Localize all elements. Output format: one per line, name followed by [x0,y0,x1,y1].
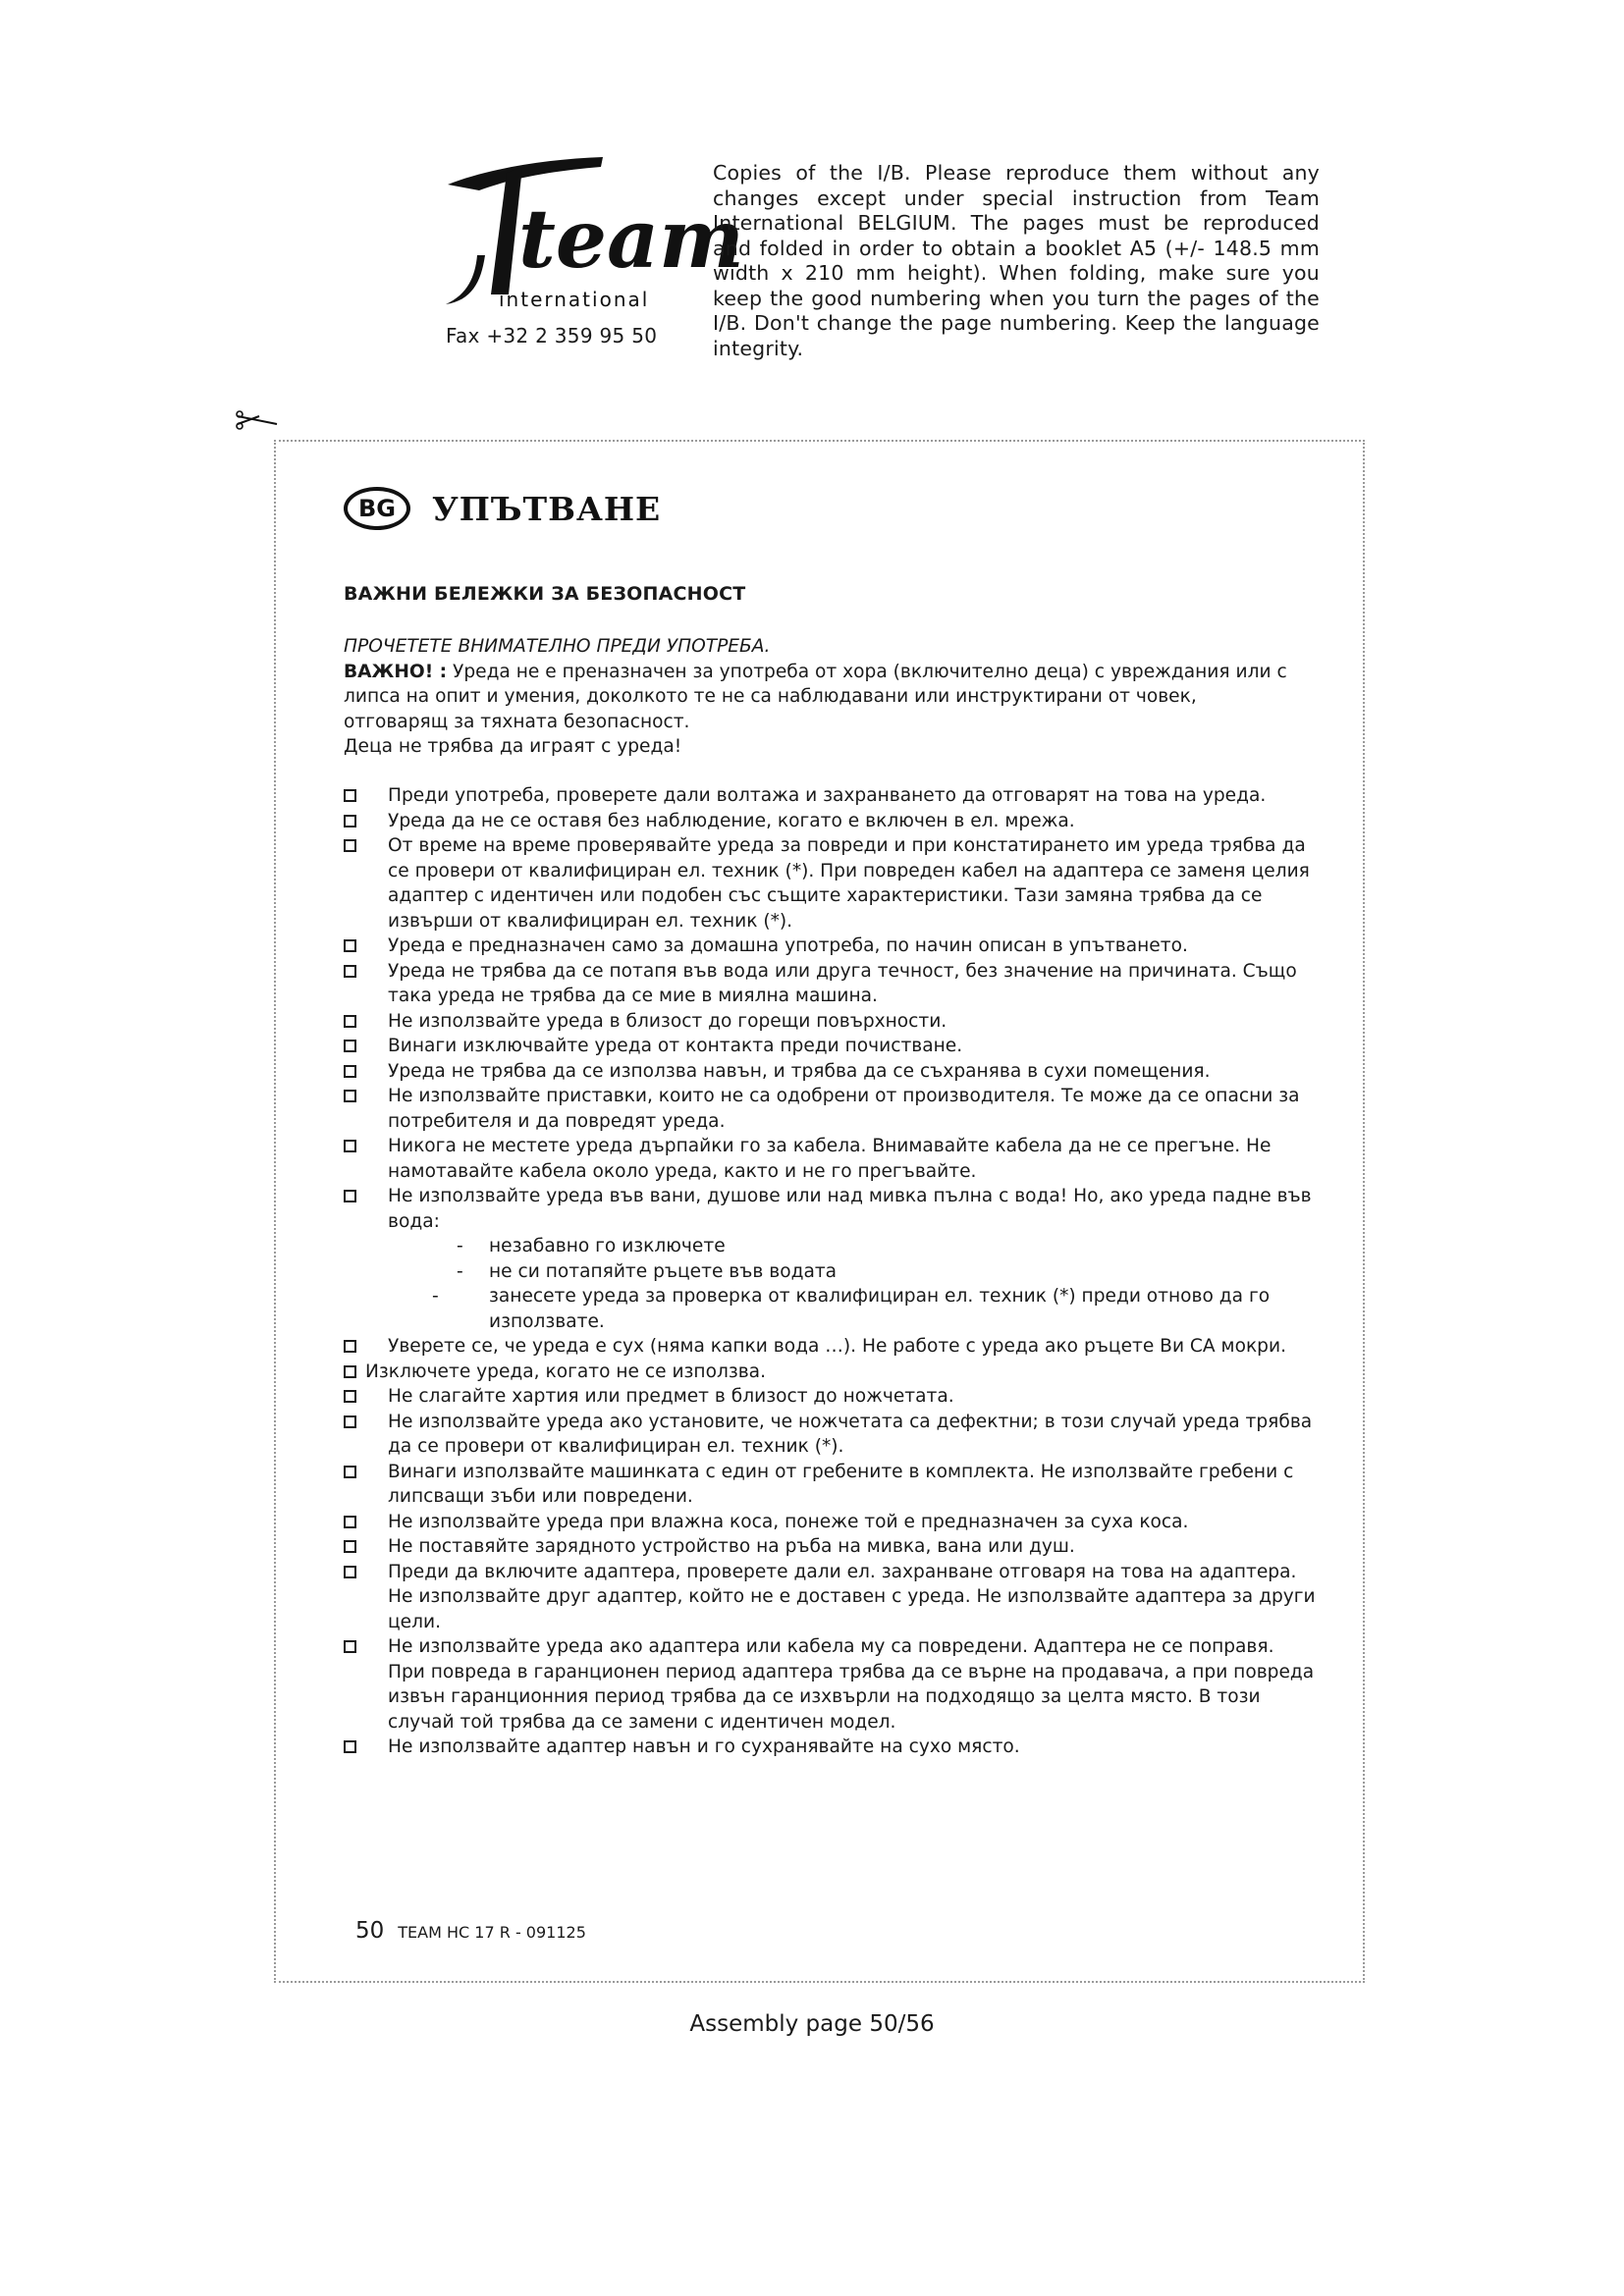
intro-block [344,634,1298,760]
logo-subtitle: international [499,288,650,311]
read-carefully-note: ПРОЧЕТЕТЕ ВНИМАТЕЛНО ПРЕДИ УПОТРЕБА. [344,636,771,657]
list-item: Не използвайте адаптер навън и го сухранявайте на сухо място. [344,1735,1316,1760]
water-sublist [388,1234,1316,1334]
checkbox-bullet-icon [344,1090,356,1102]
checkbox-bullet-icon [344,815,356,828]
sublist-item: - занесете уреда за проверка от квалифициран ел. техник (*) преди отново да го използвате. [432,1286,1271,1332]
checkbox-bullet-icon [344,1040,356,1052]
children-note: Деца не трябва да играят с уреда! [344,736,682,757]
important-paragraph [344,660,1298,735]
checkbox-bullet-icon [344,1466,356,1478]
team-logo [428,147,744,314]
list-item: Уреда не трябва да се използва навън, и трябва да се съхранява в сухи помещения. [344,1059,1316,1085]
assembly-page-label: Assembly page 50/56 [689,2011,935,2037]
list-item: Не използвайте уреда ако адаптера или кабела му са повредени. Адаптера не се поправя. При повреда в гаранционен период адаптера трябва да се върне на продавача, а при повреда извън гаранционния период трябва да се изхвърли на подходящо за целта място. В този случай той трябва да се замени с идентичен модел. [344,1634,1316,1735]
language-badge: BG [344,487,410,530]
checkbox-bullet-icon [344,1640,356,1653]
checkbox-bullet-icon [344,1540,356,1553]
important-text: Уреда не е преназначен за употреба от хора (включително деца) с увреждания или с липса на опит и умения, доколкото те не са наблюдавани или инструктирани от човек, отговарящ за тяхната безопасност. [344,661,1287,732]
sublist-item: - незабавно го изключете [457,1236,726,1256]
checkbox-bullet-icon [344,789,356,802]
checkbox-bullet-icon [344,939,356,952]
list-item: Уверете се, че уреда е сух (няма капки вода …). Не работе с уреда ако ръцете Ви СА мокри. [344,1334,1316,1360]
page-number: 50 [355,1918,385,1944]
section-title: ВАЖНИ БЕЛЕЖКИ ЗА БЕЗОПАСНОСТ [344,583,746,605]
checkbox-bullet-icon [344,1365,356,1378]
checkbox-bullet-icon [344,1740,356,1753]
list-item: Не използвайте уреда при влажна коса, понеже той е предназначен за суха коса. [344,1510,1316,1535]
checkbox-bullet-icon [344,965,356,978]
scissors-icon [236,406,279,434]
checkbox-bullet-icon [344,1415,356,1428]
checkbox-bullet-icon [344,1566,356,1578]
list-item: Никога не местете уреда дърпайки го за кабела. Внимавайте кабела да не се прегъне. Не намотавайте кабела около уреда, както и не го прегъвайте. [344,1134,1316,1184]
list-item: Преди да включите адаптера, проверете дали ел. захранване отговаря на това на адаптера. Не използвайте друг адаптер, който не е доставен с уреда. Не използвайте адаптера за други цели. [344,1560,1316,1635]
checkbox-bullet-icon [344,1516,356,1528]
list-item: Изключете уреда, когато не се използва. [344,1360,1316,1385]
list-item: Уреда не трябва да се потапя във вода или друга течност, без значение на причината. Също така уреда не трябва да се мие в миялна машина. [344,959,1316,1009]
list-item: Не поставяйте зарядното устройство на ръба на мивка, вана или душ. [344,1534,1316,1560]
list-item: Не използвайте уреда във вани, душове или над мивка пълна с вода! Но, ако уреда падне във вода: - незабавно го изключете - не си потапяйте ръцете във водата - занесете уреда за проверка от квалифициран ел. техник (*) преди отново да го използвате. [344,1184,1316,1334]
logo-text: team [518,192,744,287]
document-heading [344,487,661,530]
checkbox-bullet-icon [344,1390,356,1403]
list-item: Не слагайте хартия или предмет в близост до ножчетата. [344,1384,1316,1410]
safety-list [344,783,1316,1760]
list-item: От време на време проверявайте уреда за повреди и при констатирането им уреда трябва да се провери от квалифициран ел. техник (*). При повреден кабел на адаптера се заменя целия адаптер с идентичен или подобен със същите характеристики. Тази замяна трябва да се извърши от квалифициран ел. техник (*). [344,833,1316,934]
checkbox-bullet-icon [344,1015,356,1028]
model-code: TEAM HC 17 R - 091125 [398,1923,586,1942]
list-item: Уреда е предназначен само за домашна употреба, по начин описан в упътването. [344,934,1316,959]
checkbox-bullet-icon [344,1190,356,1202]
page-footer [355,1918,586,1944]
document-title: УПЪТВАНЕ [432,489,662,528]
checkbox-bullet-icon [344,1140,356,1152]
copies-instructions: Copies of the I/B. Please reproduce them without any changes except under special instruction from Team International BELGIUM. The pages must be reproduced and folded in order to obtain a booklet A5 (+/- 148.5 mm width x 210 mm height). When folding, make sure you keep the good numbering when you turn the pages of the I/B. Don't change the page numbering. Keep the language integrity. [713,161,1320,360]
list-item: Винаги изключвайте уреда от контакта преди почистване. [344,1034,1316,1059]
list-item: Не използвайте уреда ако установите, че ножчетата са дефектни; в този случай уреда трябва да се провери от квалифициран ел. техник (*). [344,1410,1316,1460]
checkbox-bullet-icon [344,1065,356,1078]
fax-number: Fax +32 2 359 95 50 [446,324,658,347]
list-item: Преди употреба, проверете дали волтажа и захранването да отговарят на това на уреда. [344,783,1316,809]
list-item: Винаги използвайте машинката с един от гребените в комплекта. Не използвайте гребени с липсващи зъби или повредени. [344,1460,1316,1510]
important-label: ВАЖНО! : [344,661,448,682]
checkbox-bullet-icon [344,839,356,852]
list-item: Уреда да не се оставя без наблюдение, когато е включен в ел. мрежа. [344,809,1316,834]
list-item: Не използвайте приставки, които не са одобрени от производителя. Те може да се опасни за потребителя и да повредят уреда. [344,1084,1316,1134]
list-item: Не използвайте уреда в близост до горещи повърхности. [344,1009,1316,1035]
sublist-item: - не си потапяйте ръцете във водата [457,1260,838,1282]
checkbox-bullet-icon [344,1340,356,1353]
